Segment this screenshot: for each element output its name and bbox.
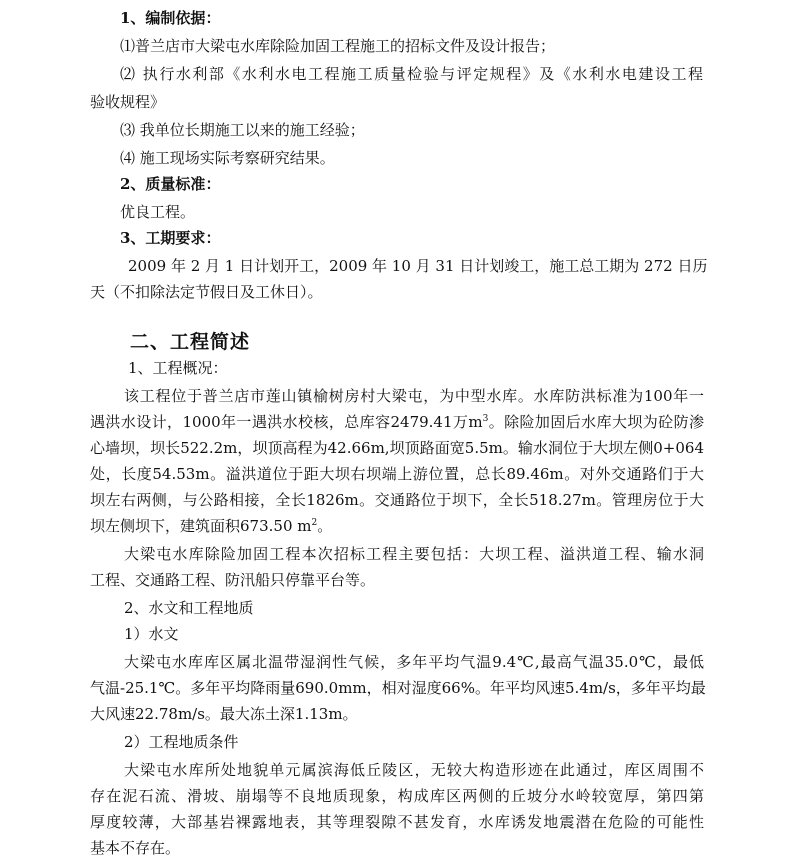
overview-p1-line-2: 遇洪水设计，1000年一遇洪水校核，总库容2479.41万$m^3$。除险加固后水库大坝为砼防渗 [90,413,704,431]
geology-line-1: 大梁屯水库所处地貌单元属滨海低丘陵区，无较大构造形迹在此通过，库区周围不 [124,761,704,779]
geology-line-3: 厚度较薄，大部基岩裸露地表，其等理裂隙不甚发育，水库诱发地震潜在危险的可能性 [90,813,704,831]
schedule-heading: 3、工期要求： [120,229,221,247]
basis-item-2: ⑵ 执行水利部《水利水电工程施工质量检验与评定规程》及《水利水电建设工程 [120,65,703,83]
hydro-sub-2: 2）工程地质条件 [124,733,239,751]
schedule-line-2: 天（不扣除法定节假日及工休日）。 [90,283,323,301]
geology-line-4: 基本不存在。 [90,839,181,857]
quality-text: 优良工程。 [120,203,196,221]
geology-line-2: 存在泥石流、滑坡、崩塌等不良地质现象，构成库区两侧的丘坡分水岭较宽厚，第四第 [90,787,704,805]
hydro-heading: 2、水文和工程地质 [124,599,254,617]
basis-item-2-cont: 验收规程》 [90,93,166,111]
overview-p2-line-1: 大梁屯水库除险加固工程本次招标工程主要包括：大坝工程、溢洪道工程、输水洞 [124,545,704,563]
basis-item-4: ⑷ 施工现场实际考察研究结果。 [120,149,335,167]
overview-p1-line-4: 处，长度54.53m。溢洪道位于距大坝右坝端上游位置，总长89.46m。对外交通路们于大 [90,465,704,483]
hydro-sub-1: 1）水文 [124,625,179,643]
schedule-line-1: 2009 年 2 月 1 日计划开工，2009 年 10 月 31 日计划竣工，施工总工期为 272 日历 [128,257,708,275]
hydro-p1-line-1: 大梁屯水库库区属北温带湿润性气候，多年平均气温9.4℃,最高气温35.0℃，最低 [124,653,704,671]
overview-p1-line-1: 该工程位于普兰店市莲山镇榆树房村大梁屯，为中型水库。水库防洪标准为100年一 [124,387,704,405]
basis-item-1: ⑴普兰店市大梁屯水库除险加固工程施工的招标文件及设计报告； [120,37,556,55]
basis-heading: 1、编制依据： [120,9,221,27]
overview-heading: 1、工程概况： [128,359,228,377]
overview-p2-line-2: 工程、交通路工程、防汛船只停靠平台等。 [90,571,376,589]
overview-p1-line-5: 坝左右两侧，与公路相接，全长1826m。交通路位于坝下，全长518.27m。管理房位于大 [90,491,704,509]
overview-p1-line-3: 心墙坝，坝长522.2m，坝顶高程为42.66m,坝顶路面宽5.5m。输水洞位于大坝左侧0+064 [90,439,704,457]
hydro-p1-line-3: 大风速22.78m/s。最大冻土深1.13m。 [90,705,358,723]
section-title: 二、工程简述 [130,331,251,353]
overview-p1-line-6: 坝左侧坝下，建筑面积673.50 $m^2$。 [90,517,333,535]
quality-heading: 2、质量标准： [120,175,221,193]
basis-item-3: ⑶ 我单位长期施工以来的施工经验； [120,121,365,139]
hydro-p1-line-2: 气温-25.1℃。多年平均降雨量690.0mm，相对湿度66%。年平均风速5.4m/s，多年平均最 [90,679,706,697]
